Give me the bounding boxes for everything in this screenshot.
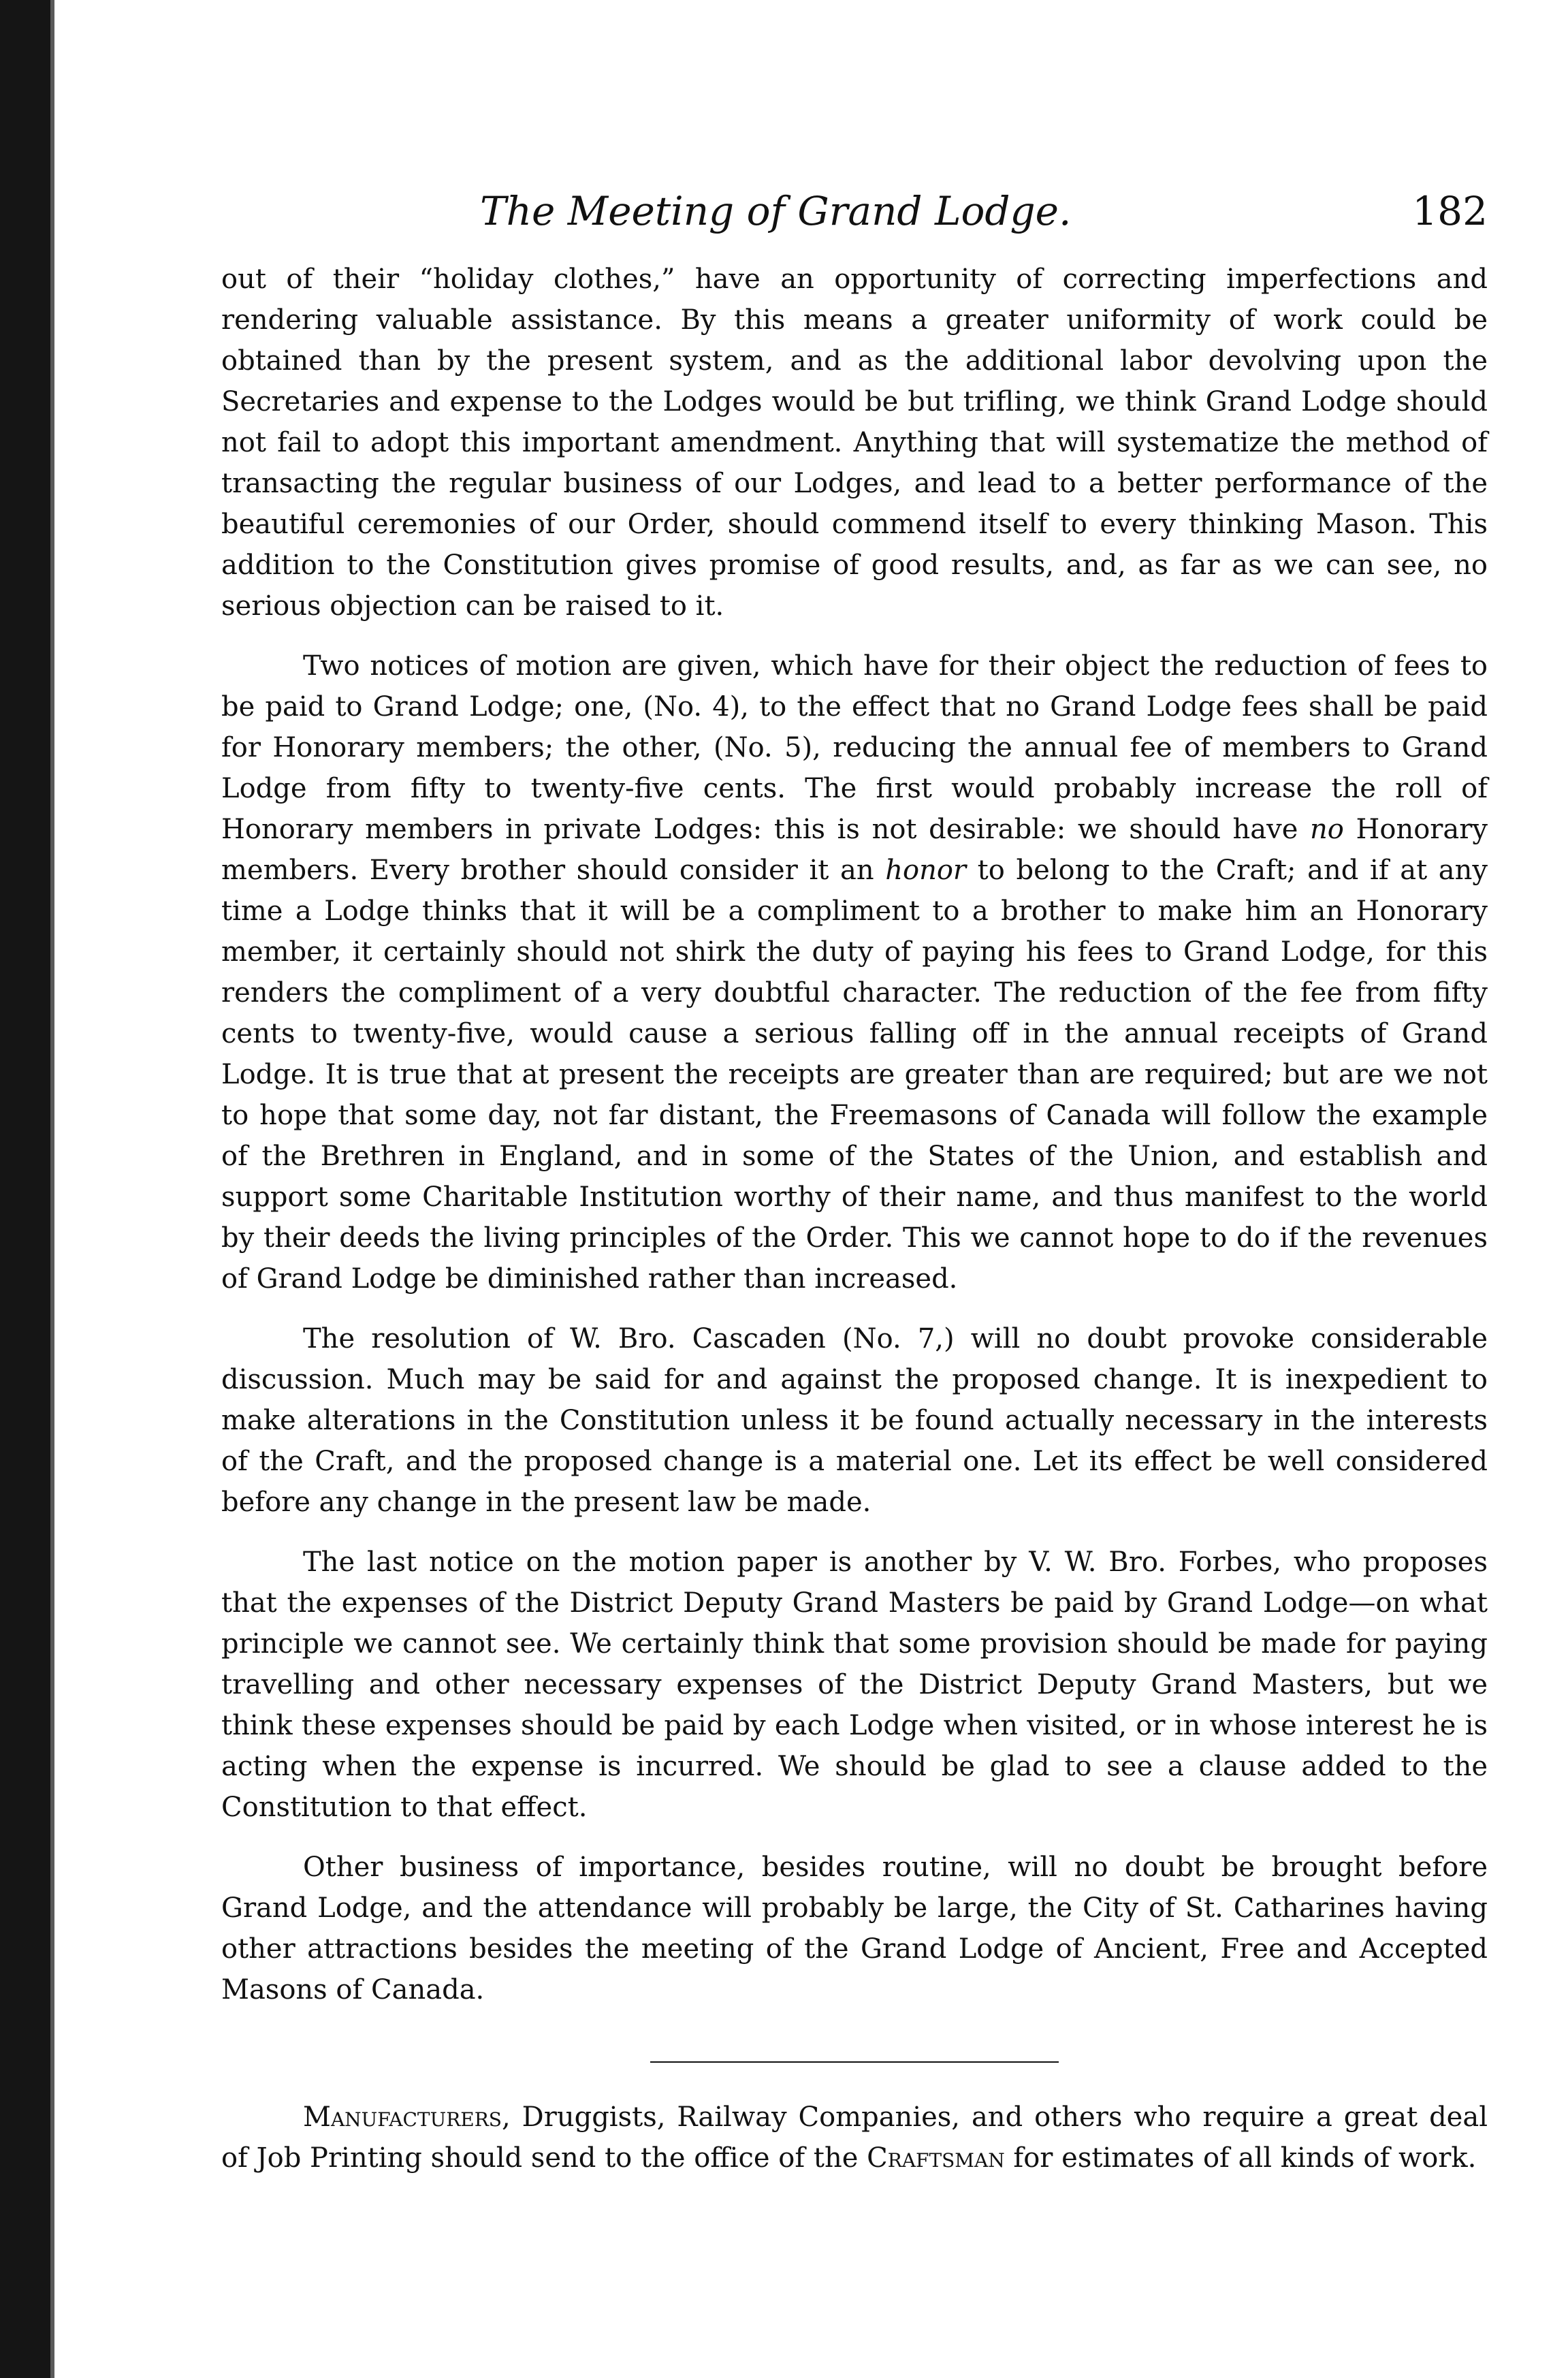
- scan-edge: [0, 0, 50, 2378]
- paragraph-2-italic-no: no: [1310, 814, 1344, 845]
- paragraph-2-italic-honor: honor: [885, 855, 967, 886]
- notice-text-b: for estimates of all kinds of work.: [1004, 2142, 1477, 2174]
- scan-edge-shadow: [50, 0, 54, 2378]
- notice-text-a: , Druggists, Railway Companies, and others who require a great deal of Job Printing should send to the office of the: [221, 2102, 1488, 2174]
- section-divider: [650, 2061, 1059, 2063]
- advertisement-notice: [221, 2097, 1488, 2178]
- paragraph-2-text-a: Two notices of motion are given, which have for their object the reduction of fees to be paid to Grand Lodge; one, (No. 4), to the effect that no Grand Lodge fees shall be paid for Honorary members; the other, (No. 5), reducing the annual fee of members to Grand Lodge from fifty to twenty-five cents. The first would probably increase the roll of Honorary members in private Lodges: this is not desirable: we should have: [221, 650, 1488, 845]
- paragraph-4: The last notice on the motion paper is another by V. W. Bro. Forbes, who proposes that the expenses of the District Deputy Grand Masters be paid by Grand Lodge—on what principle we cannot see. We certainly think that some provision should be made for paying travelling and other necessary expenses of the District Deputy Grand Masters, but we think these expenses should be paid by each Lodge when visited, or in whose interest he is acting when the expense is incurred. We should be glad to see a clause added to the Constitution to that effect.: [221, 1547, 1488, 1823]
- paragraph-5: Other business of importance, besides routine, will no doubt be brought before Grand Lodge, and the attendance will probably be large, the City of St. Catharines having other attractions besides the meeting of the Grand Lodge of Ancient, Free and Accepted Masons of Canada.: [221, 1852, 1488, 2006]
- page-header: [221, 184, 1488, 259]
- page: [221, 184, 1488, 2178]
- paragraph-3: The resolution of W. Bro. Cascaden (No. 7,) will no doubt provoke considerable discussion. Much may be said for and against the proposed change. It is inexpedient to make alterations in the Constitution unless it be found actually necessary in the interests of the Craft, and the proposed change is a material one. Let its effect be well considered before any change in the present law be made.: [221, 1323, 1488, 1518]
- running-title: The Meeting of Grand Lodge.: [480, 188, 1072, 234]
- paragraph-2-text-c: to belong to the Craft; and if at any time a Lodge thinks that it will be a compliment to a brother to make him an Honorary member, it certainly should not shirk the duty of paying his fees to Grand Lodge, for this renders the compliment of a very doubtful character. The reduction of the fee from fifty cents to twenty-five, would cause a serious falling off in the annual receipts of Grand Lodge. It is true that at present the receipts are greater than are required; but are we not to hope that some day, not far distant, the Freemasons of Canada will follow the example of the Brethren in England, and in some of the States of the Union, and establish and support some Charitable Institution worthy of their name, and thus manifest to the world by their deeds the living principles of the Order. This we cannot hope to do if the revenues of Grand Lodge be diminished rather than increased.: [221, 855, 1488, 1295]
- paragraph-1: out of their “holiday clothes,” have an opportunity of correcting imperfections and rendering valuable assistance. By this means a greater uniformity of work could be obtained than by the present system, and as the additional labor devolving upon the Secretaries and expense to the Lodges would be but trifling, we think Grand Lodge should not fail to adopt this important amendment. Anything that will systematize the method of transacting the regular business of our Lodges, and lead to a better performance of the beautiful ceremonies of our Order, should commend itself to every thinking Mason. This addition to the Constitution gives promise of good results, and, as far as we can see, no serious objection can be raised to it.: [221, 264, 1488, 622]
- notice-lead-word: Manufacturers: [303, 2102, 502, 2133]
- paragraph-2: [221, 646, 1488, 1299]
- page-number: 182: [1412, 188, 1488, 234]
- paragraph-2-text-b: Honorary members. Every brother should consider it an: [221, 814, 1488, 886]
- notice-craftsman: Craftsman: [867, 2142, 1005, 2174]
